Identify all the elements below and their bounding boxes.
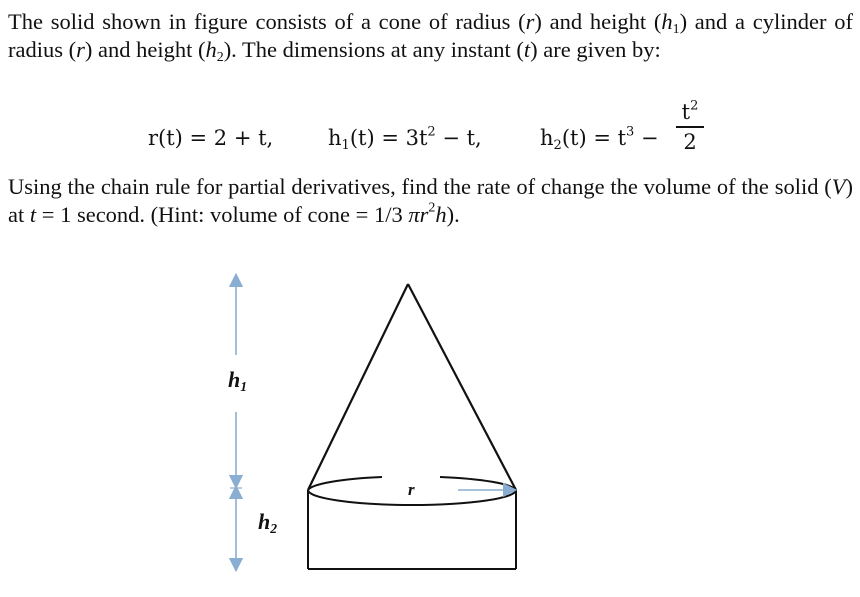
label-r: r bbox=[408, 480, 415, 499]
var-h1-sub: 1 bbox=[672, 22, 680, 38]
intro-text-1: The solid shown in figure consists of a cone of radius ( bbox=[8, 9, 526, 34]
var-h1: h bbox=[661, 9, 673, 34]
frac-num-base: t bbox=[681, 100, 691, 124]
var-r-sup: 2 bbox=[428, 200, 436, 216]
eq-h1-sub: 1 bbox=[341, 137, 350, 153]
label-h1 bbox=[228, 367, 247, 393]
var-t: t bbox=[29, 202, 37, 227]
eq-h1-mid: (t) = 3t bbox=[349, 126, 428, 150]
cone-left-side bbox=[308, 284, 408, 490]
cylinder-top-back-left bbox=[308, 477, 382, 490]
cylinder-top-back-right bbox=[440, 477, 516, 490]
label-h1-sub: 1 bbox=[240, 379, 248, 395]
equation-r-text: r(t) = 2 + t, bbox=[148, 126, 274, 150]
label-h2-base: h bbox=[258, 509, 271, 534]
intro-text-3: ) and a cylinder of radius ( bbox=[8, 9, 853, 62]
label-h1-base: h bbox=[228, 367, 241, 392]
intro-text-6: ) are given by: bbox=[530, 37, 661, 62]
eq-h2-minus: − bbox=[634, 126, 659, 150]
var-pi-r: πr bbox=[408, 202, 429, 227]
var-r: r bbox=[76, 37, 85, 62]
eq-h1-base: h bbox=[328, 126, 342, 150]
cone-right-side bbox=[408, 284, 516, 490]
intro-text-2: ) and height ( bbox=[534, 9, 662, 34]
var-h2-sub: 2 bbox=[216, 50, 224, 66]
question-text-1: Using the chain rule for partial derivatives, find the rate of change the volume of the solid ( bbox=[8, 174, 832, 199]
label-h2 bbox=[258, 509, 277, 535]
question-text-2: ) at bbox=[8, 174, 853, 227]
eq-h2-mid: (t) = t bbox=[561, 126, 627, 150]
fraction-denominator: 2 bbox=[683, 129, 697, 154]
frac-num-sup: 2 bbox=[690, 98, 699, 114]
intro-text-5: ). The dimensions at any instant ( bbox=[223, 37, 524, 62]
var-r: r bbox=[525, 9, 535, 34]
question-text-4: ). bbox=[446, 202, 460, 227]
var-t: t bbox=[523, 37, 531, 62]
var-h2: h bbox=[205, 37, 217, 62]
question-text-3: = 1 second. (Hint: volume of cone = 1/3 bbox=[36, 202, 409, 227]
eq-h2-sub: 2 bbox=[553, 137, 562, 153]
var-v: V bbox=[831, 174, 846, 199]
var-h: h bbox=[435, 202, 447, 227]
intro-text-4: ) and height ( bbox=[84, 37, 206, 62]
eq-h2-base: h bbox=[540, 126, 554, 150]
eq-h2-sup: 3 bbox=[626, 124, 635, 140]
eq-h1-end: − t, bbox=[435, 126, 482, 150]
eq-h1-sup: 2 bbox=[427, 124, 436, 140]
label-h2-sub: 2 bbox=[270, 521, 278, 537]
